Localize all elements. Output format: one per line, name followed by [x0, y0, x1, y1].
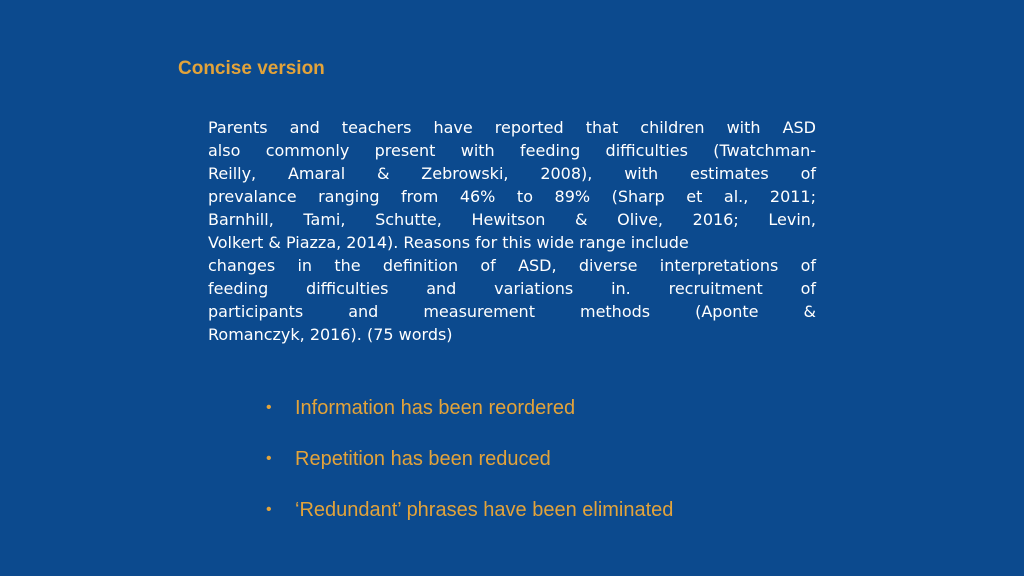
paragraph-line: feeding difficulties and variations in. recruitment of [208, 279, 816, 298]
paragraph-line: Parents and teachers have reported that children with ASD [208, 118, 816, 137]
paragraph-line: also commonly present with feeding difficulties (Twatchman- [208, 141, 816, 160]
bullet-marker: • [266, 501, 272, 518]
paragraph-line: prevalance ranging from 46% to 89% (Sharp et al., 2011; [208, 187, 816, 206]
bullet-text: Repetition has been reduced [295, 448, 551, 470]
paragraph-line: Volkert & Piazza, 2014). Reasons for this wide range include [208, 233, 689, 252]
paragraph-line: participants and measurement methods (Aponte & [208, 302, 816, 321]
bullet-item [266, 447, 673, 498]
slide-title: Concise version [178, 58, 325, 79]
body-paragraph [208, 116, 816, 346]
bullet-list [266, 396, 673, 549]
bullet-marker: • [266, 399, 272, 416]
paragraph-line: Romanczyk, 2016). (75 words) [208, 325, 453, 344]
paragraph-line: changes in the definition of ASD, diverse interpretations of [208, 256, 816, 275]
bullet-text: ‘Redundant’ phrases have been eliminated [295, 499, 674, 521]
bullet-item [266, 396, 673, 447]
paragraph-line: Reilly, Amaral & Zebrowski, 2008), with estimates of [208, 164, 816, 183]
bullet-marker: • [266, 450, 272, 467]
bullet-item [266, 498, 673, 549]
bullet-text: Information has been reordered [295, 397, 576, 419]
paragraph-line: Barnhill, Tami, Schutte, Hewitson & Olive, 2016; Levin, [208, 210, 816, 229]
